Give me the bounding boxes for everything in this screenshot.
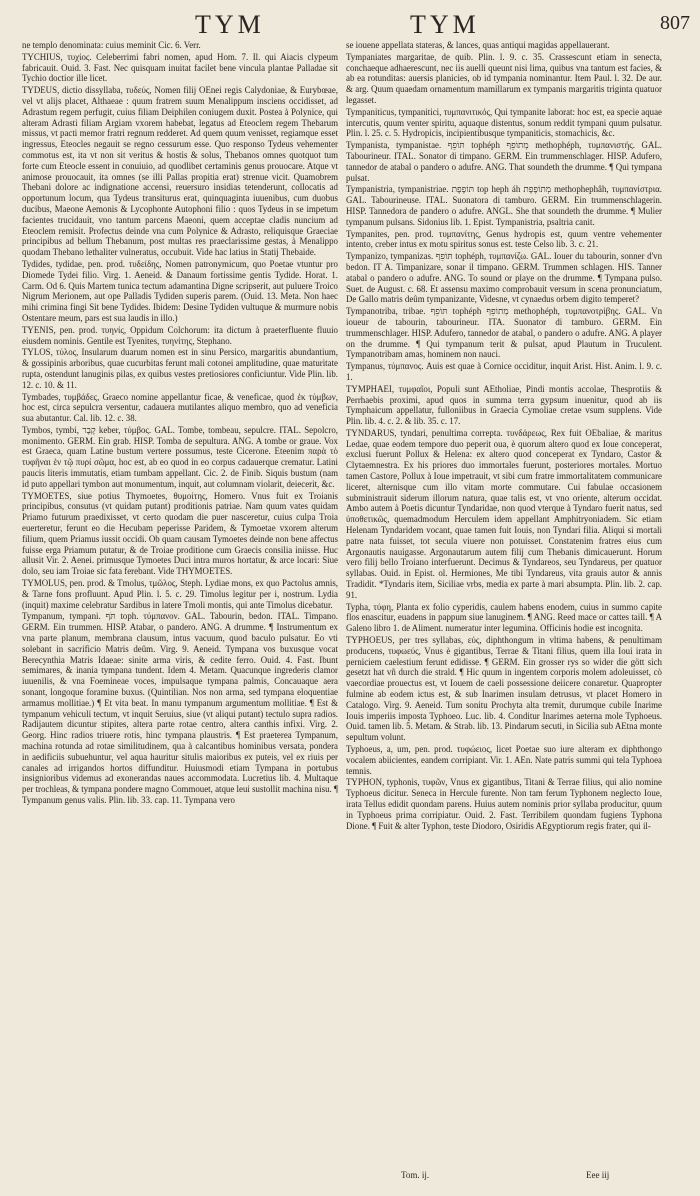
dictionary-entry: Typha, τύφη, Planta ex folio cyperidis, caulem habens enodem, cuius in summo capite flos enascitur, euadens in pappum siue lanuginem. ¶ ANG. Reed mace or cattes taill. ¶ A Galeno libro 1. de Aliment. numeratur inter legumina. Officinis hodie est incognita. (346, 601, 662, 634)
dictionary-entry: Tympanus, τύμπανος. Auis est quae à Cornice occiditur, inquit Arist. Hist. Anim. l. 9. c. 1. (346, 361, 662, 382)
page-number: 807 (660, 12, 690, 34)
dictionary-entry: Tympaniates margaritae, de quib. Plin. l. 9. c. 35. Crassescunt etiam in senecta, conchaeque adhaerescunt, nec iis auelli queunt nisi lima, quibus vna tantum est facies, & ab ea rotunditas: auersis planicies, ob id tympania nominantur. Item Paul. l. 32. De aur. & arg. Quum quaedam ornamentum mamillarum ex tympanis margaritis triginta quatuor legasset. (346, 51, 662, 105)
dictionary-entry: TYMOLUS, pen. prod. & Tmolus, τμῶλος, Steph. Lydiae mons, ex quo Pactolus amnis, & Tarne fons profluunt. Apud Plin. l. 5. c. 29. Timolus legitur per i, nostrum. Lydia (inquit) maxime celebratur Sardibus in latere Tmoli montis, qui ante Timolus dicebatur. (22, 578, 338, 610)
dictionary-entry: TYNDARUS, tyndari, penultima correpta. τυνδάρεως, Rex fuit OEbaliae, & maritus Ledae, quae eodem tempore duo peperit oua, è quorum altero quod ex Ioue conceperat, exclusi fuerunt Pollux & Helena: ex altero quod conceperat ex Tyndaro, Castor & Clytaemnestra. Ex his priores duo immortales fuerunt, posteriores mortales. Mortuo tamen Castore, Pollux à Ioue impetrauit, vt sibi cum fratre immortalitatem communicare liceret, alternisque cum illo vitam morte commutare. Cui fabulae occasionem subministrauit siderum illorum natura, quae talis est, vt vno oriente, alterum occidat. Ambo autem à Poetis dicuntur Tyndaridae, non quod vterque à Tyndaro fuerit natus, sed ὑποθετικῶς, quemadmodum Herculem idem appellant Amphitryoniadem. Sic etiam Helenam Tyndaridem vocant, quae tamen fuit Iouis, non Tyndari filia. Aliqui si mortali patre nata fuisset, tot secula viuere non potuisset. Constatenim fratres eius cum Argonautis nauigasse. Argonautarum autem filij cum Thebanis dimicauerunt. Horum vero filij bello Troiano interfuerunt. Decimus & Tyndareos, seu Tyndareus, per quatuor syllabas. Ouid. in Epist. ol. Hermiones, Me tibi Tyndareus, vita grauis autor & annis Tradidit. *Tyndaris item, Siciliae vrbs, media ex parte à mari absumpta. Plin. lib. 2. cap. 91. (346, 427, 662, 600)
signature-mark: Eee iij (586, 1170, 610, 1180)
dictionary-entry: Typhoeus, a, um, pen. prod. τυφώειος, licet Poetae suo iure alteram ex diphthongo vocalem abiicientes, eandem corripiant. Vir. 1. AEn. Nate patris summi qui tela Typhoea temnis. (346, 744, 662, 776)
right-column (346, 40, 662, 1170)
dictionary-entry: Tympanum, tympani. תֹּף toph. τύμπανον. GAL. Tabourin, bedon. ITAL. Timpano. GERM. Ein trummen. HISP. Atabar, o pandero. ANG. A drumme. ¶ Instrumentum ex vna parte planum, membrana clausum, intus vacuum, quod baculo pulsatur. Eo vti solebant in sacrificio Matris deûm. Virg. 9. Aeneid. Tympana vos buxusque vocat Berecynthia Matris Idaeae: sinite arma viris, & cedite ferro. Ouid. 4. Fast. Ibunt semimares, & inania tympana tundent. Idem 4. Metam. Quacunque ingrederis clamor iuuenilis, & vna Foemineae voces, impulsaque tympana palmis, Concauaque aera sonant, longoque foramine buxus. (Quintilian. Nos non arma, sed tympana eloquentiae armamus mollitiae.) ¶ Et vita beat. In manu tympanum argumentum mollitiae. ¶ Est & tympanum vehiculi tectum, vt inquit Seruius, siue (vt aliqui putant) tectulo supra radios. Radijautem dicuntur stipites, altera parte rotae centro, altera canthis infixi. Virg. 2. Georg. Hinc radios triuere rotis, hinc tympana plaustris. ¶ Est praeterea Tympanum, machina rotunda ad rotae similitudinem, qua à calcantibus hominibus versata, pondera in aedificiis subuehuntur, vel aqua hauritur situlis maioribus ex puteis, vel ex riuis per canales ad irrigandos hortos diffunditur. Huiusmodi etiam Tympana in portubus insignioribus videmus ad exonerandas naues accommodata. Lucretius lib. 4. Multaque per trochleas, & tympana pondere magno Commouet, atque leui sustollit machina nisu. ¶ Tympanum genus valis. Plin. lib. 33. cap. 11. Tympana vero (22, 611, 338, 805)
dictionary-entry: TYPHOEUS, per tres syllabas, εὐς, diphthongum in vltima habens, & penultimam producens, τυφωεύς, Vnus è gigantibus, Terrae & Titani filius, quem illa Ioui irata in perniciem caelestium ferunt edidisse. ¶ GERM. Ein grosser rys so wider die gött sich gesetzt hat vñ durch die strald. ¶ Hic quum in ingentem corporis molem adoleuisset, cò vaecordiae prouectus est, vt Iouem de caeli possessione deiicere conaretur. Quapropter fulmine ab eodem ictus est, & sub Inarimen insulam detrusus, vt placet Homero in Catalogo. Virg. 9. Aeneid. Tum sonitu Prochyta alta tremit, durumque cubile Inarime Iouis imperiis imposta Typhoeo. Luc. lib. 4. Conditur Inarimes aeterna mole Typhoeus. Ouid. tamen lib. 5. Metam. & Strab. lib. 13. Pindarum secuti, in Sicilia sub AEtna monte sepultum volunt. (346, 635, 662, 743)
dictionary-entry: Tympanites, pen. prod. τυμπανίτης, Genus hydropis est, quum ventre vehementer intento, creber intus ex motu spiritus sonus est. teste Celso lib. 3. c. 21. (346, 228, 662, 250)
dictionary-entry: Tympaniticus, tympanitici, τυμπανιτικός, Qui tympanite laborat: hoc est, ea specie aquae intercutis, quum venter spiritu, aquaque distentus, sonum reddit tympani quum pulsatur. Plin. l. 25. c. 5. Hydropicis, incipientibusque tympaniticis, stomachicis, &c. (346, 106, 662, 139)
dictionary-entry: se iouene appellata stateras, & lances, quas antiqui magidas appellauerant. (346, 40, 610, 50)
dictionary-entry: Tymbos, tymbi, קֶבֶר keber, τύμβος. GAL. Tombe, tombeau, sepulcre. ITAL. Sepolcro, monimento. GERM. Ein grab. HISP. Tomba de sepultura. ANG. A tombe or graue. Vox est Graeca, quam Latine bustum vertere possumus, teste Cicerone. Eteenim παρὰ τὸ τυφῆναι ἐν τῷ πυρί σῶμα, hoc est, ab eo quod in eo corpus cadauerque crematur. Latini paucis literis immutatis, etiam tumbam appellant. Cic. 2. de Finib. Siquis bustum (nam id puto appellari tymbon aut monumentum, inquit, aut columnam violarit, deiecerit, &c. (22, 424, 338, 489)
dictionary-entry: TYPHON, typhonis, τυφῶν, Vnus ex gigantibus, Titani & Terrae filius, qui alio nomine Typhoeus dicitur. Seneca in Hercule furente. Non tam ferum Typhonem neglecto Ioue, irata Tellus edidit quondam parens. Huius autem nominis prior syllaba producitur, quum in Typhoeus prima corripiatur. Ouid. 2. Fast. Terribilem quondam fugiens Typhona Dione. ¶ Fuit & alter Typhon, teste Diodoro, Osiridis AEgyptiorum regis frater, qui il- (346, 777, 662, 831)
dictionary-entry: ne templo denominata: cuius meminit Cic. 6. Verr. (22, 40, 201, 50)
dictionary-entry: Tympanistria, tympanistriae. תּוֹפֶפֶת top heph áh מְתוֹפֶפֶת methophephâh, τυμπανίστρια. GAL. Tabourineuse. ITAL. Suonatora di tamburo. GERM. Ein trummenschlagerin. HISP. Tannedora de pandero o adufre. ANGL. She that soundeth the drumme. ¶ Mulier tympanum pulsans. Sidonius lib. 1. Epist. Tympanistria, psaltria canit. (346, 184, 662, 227)
dictionary-entry: Tympanista, tympanistae. תּוֹפֵף tophéph מְתוֹפֵף methophéph, τυμπανιστής. GAL. Tabourineur. ITAL. Sonator di timpano. GERM. Ein trummenschlager. HISP. Adufero, tannedor de atabal o pandero o adufre. ANG. That soundeth the drumme. ¶ Qui tympana pulsat. (346, 140, 662, 183)
dictionary-entry: Tymbades, τυμβάδες, Graeco nomine appellantur ficae, & veneficae, quod ἐκ τύμβων, hoc est, circa sepulcra versentur, cadauera mutilantes aliquo membro, quo ad veneficia sua abutantur. Cal. lib. 12. c. 38. (22, 391, 338, 424)
dictionary-entry: Tympanizo, tympanizas. תּוֹפֵף tophéph, τυμπανίζω. GAL. Iouer du tabourin, sonner d'vn bedon. IT A. Timpanizare, sonar il timpano. GERM. Trummen schlagen. HIS. Tanner atabal o pandero o adufre. ANG. To sound or playe on the drumme. ¶ Tympana pulso. Suet. de August. c. 68. Et assensu maximo comprobauit versum in scena pronunciatum, De Gallo matris deûm tympanizante, Videsne, vt cynaedus orbem digito temperet? (346, 251, 662, 305)
volume-mark: Tom. ij. (401, 1170, 430, 1180)
dictionary-entry: TYMPHAEI, τυμφαῖοι, Populi sunt AEtholiae, Pindi montis accolae, Thesprotiis & Perrhaebis proximi, apud quos in summa terra gypsum inuenitur, quod ab iis Tymphaicum appellatur, fulloniibus in Graecia Cymoliae cretae vsum supplens. Vide Plin. lib. 4. c. 2. & lib. 35. c. 17. (346, 383, 662, 427)
dictionary-entry: TYMOETES, siue potius Thymoetes, θυμοίτης, Homero. Vnus fuit ex Troianis principibus, consutus (vt quidam putant) proditionis patriae. Nam quum vates quidam Priamo futurum praedixisset, vt certo quodam die puer nasceretur, cuius culpa Troia euerteretur, ferunt eo die Hecubam peperisse Paridem, & Tymoetae vxorem alterum filium, quem Priamus iussit occidi. Ob quam causam Tymoetes deinde non bene affectus fuisse erga Priamum putatur, & de Troiae proditione cum Graecis consilia iniisse. Huc allusit Vir. 2. Aenei. primusque Tymoetes Duci intra muros hortatur, & arce locari: Siue dolo, seu iam Troiae sic fata ferebant. Vide THYMOETES. (22, 490, 338, 577)
dictionary-entry: TYDEUS, dictio dissyllaba, τυδεύς, Nomen filij OEnei regis Calydoniae, & Eurybœae, vel vt alijs placet, Althaeae : quum fratrem suum Menalippum insciens occidisset, ad Adrastum regem perfugit, cuius filiam Deiphilen coniugem duxit. Postea à Polynice, qui alteram Adrasti filiam Argiam vxorem habebat, legatus ad Eteoclem regem Thebarum missus, vt pacti memor fratri regnum redderet. Ad quem quum venisset, regiamque esset ingressus, Eteocles negauit se regno cessurum esse. Quo responso Tydeus vehementer commotus est, ita vt non sit veritus & hostis & solus, Thebanos omnes quotquot tum forte cum Eteocle essent in conuiuio, ad quodlibet certaminis genus prouocare. Atque vt animose prouocauit, ita omnes (se illi Pallas propitia erat) strenue vicit. Quamobrem Thebani dolore ac indignatione accensi, reuersuro insidias tetenderunt, collocatis ad opportunum locum, qua Tydeus transiturus erat, quinquaginta iuuenibus, cum duobus ducibus, Maeone Aemonis & Lycophonte Autophoni filio : quos Tydeus in se impetum facientes trucidauit, vno tantum parcens Maeoni, quem acceptae cladis nuncium ad Eteoclem remisit. Profectus deinde vna cum Polynice & Adrasto, reliquisque Graeciae principibus ad bellum Thebanum, post multas res praeclarissime gestas, à Menalippo quodam Thebano lethaliter vulneratus, occubuit. Vide hac latius in Statij Thebaide. (22, 85, 338, 258)
dictionary-entry: Tydides, tydidae, pen. prod. τυδείδης, Nomen patronymicum, quo Poetae vtuntur pro Diomede Tydei filio. Virg. 1. Aeneid. & Danaum fortissime gentis Tydide. Horat. 1. Carm. Od 6. Quis Martem tunica tectum adamantina Digne scripserit, aut puluere Troico Nigrum Merionem, aut ope Palladis Tydiden superis parem. (Ouid. 13. Meta. Non haec mihi crimina fingi Sit bene Tydides. Ibidem: Desine Tydiden vultuque & murmure nobis Ostentare meum, pars est sua laudis in illo.) (22, 258, 338, 323)
running-head-right: TYM (410, 10, 480, 39)
left-column (22, 40, 338, 1170)
dictionary-entry: TYCHIUS, τυχίος. Celeberrimi fabri nomen, apud Hom. 7. Il. qui Aiacis clypeum fabricauit. Ouid. 3. Fast. Nec quisquam inuitat facilet bene vincula plantae Palladae sit Tychio doctior ille licet. (22, 51, 338, 84)
dictionary-entry: TYLOS, τύλος, Insularum duarum nomen est in sinu Persico, margaritis abundantium, & gossipinis arboribus, quae cucurbitas ferunt mali cotonei amplitudine, quae maturitate rupta, ostendunt lanuginis pilas, ex quibus vestes pretiosiores conficiuntur. Vide Plin. lib. 12. c. 10. & 11. (22, 347, 338, 390)
running-head-left: TYM (195, 10, 265, 39)
dictionary-entry: TYENIS, pen. prod. τυηνίς, Oppidum Colchorum: ita dictum à praeterfluente fluuio eiusdem nominis. Gentile est Tyenites, τυηνίτης, Stephano. (22, 324, 338, 346)
dictionary-entry: Tympanotriba, tribae. תּוֹפֵף tophéph מְתוֹפֵף methophéph, τυμπανοτρίβης. GAL. Vn ioueur de tabourin, tabourineur. ITA. Suonator di tamburo. GERM. Ein trummenschlager. HISP. Adufero, tannedor de atabal, o pandero o adufre. ANG. A player on the drumme. ¶ Qui tympanum terit & pulsat, apud Plautum in Truculent. Tympanotribam amas, hominem non nauci. (346, 306, 662, 360)
